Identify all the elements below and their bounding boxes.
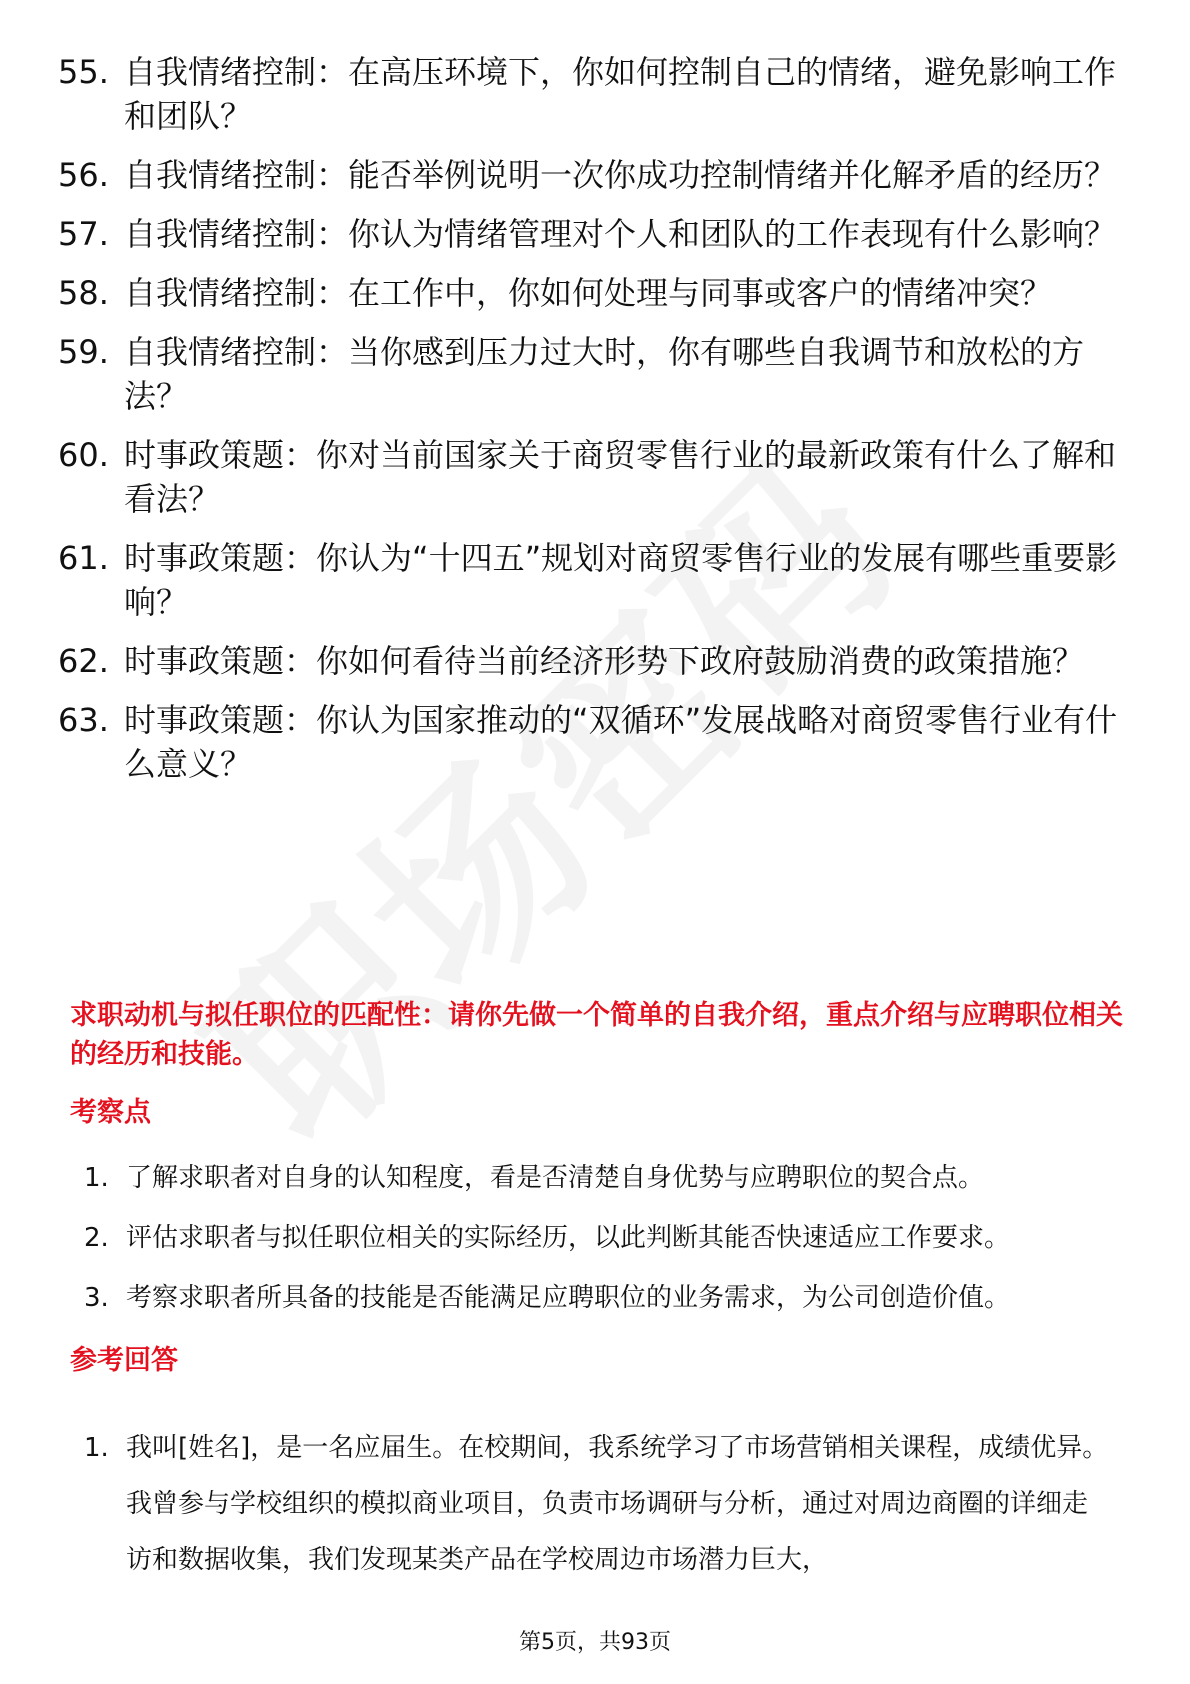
item-text: 自我情绪控制：能否举例说明一次你成功控制情绪并化解矛盾的经历？ bbox=[124, 156, 1117, 194]
list-item bbox=[58, 153, 1138, 197]
list-item bbox=[58, 50, 1138, 138]
item-number: 60. bbox=[58, 436, 109, 474]
list-item bbox=[84, 1160, 1144, 1196]
list-item bbox=[58, 639, 1138, 683]
list-item bbox=[84, 1420, 1112, 1588]
item-number: 1. bbox=[84, 1433, 109, 1463]
item-text: 自我情绪控制：你认为情绪管理对个人和团队的工作表现有什么影响？ bbox=[124, 215, 1117, 253]
item-text: 自我情绪控制：在工作中，你如何处理与同事或客户的情绪冲突？ bbox=[124, 274, 1053, 312]
list-item bbox=[58, 698, 1138, 786]
list-item bbox=[58, 536, 1138, 624]
page-footer: 第5页，共93页 bbox=[519, 1630, 671, 1655]
item-text: 时事政策题：你认为国家推动的“双循环”发展战略对商贸零售行业有什么意义？ bbox=[124, 701, 1118, 783]
item-number: 3. bbox=[84, 1283, 109, 1313]
item-text: 时事政策题：你对当前国家关于商贸零售行业的最新政策有什么了解和看法？ bbox=[124, 436, 1117, 518]
points-heading-label: 考察点 bbox=[70, 1097, 151, 1128]
item-number: 56. bbox=[58, 156, 109, 194]
item-text: 了解求职者对自身的认知程度，看是否清楚自身优势与应聘职位的契合点。 bbox=[126, 1163, 985, 1193]
item-text: 自我情绪控制：在高压环境下，你如何控制自己的情绪，避免影响工作和团队？ bbox=[124, 53, 1117, 135]
item-number: 55. bbox=[58, 53, 109, 91]
answer-list bbox=[84, 1420, 1112, 1588]
list-item bbox=[58, 271, 1138, 315]
item-text: 时事政策题：你认为“十四五”规划对商贸零售行业的发展有哪些重要影响？ bbox=[124, 539, 1118, 621]
question-list bbox=[58, 50, 1138, 801]
list-item bbox=[58, 433, 1138, 521]
item-text: 时事政策题：你如何看待当前经济形势下政府鼓励消费的政策措施？ bbox=[124, 642, 1085, 680]
section-title: 求职动机与拟任职位的匹配性：请你先做一个简单的自我介绍，重点介绍与应聘职位相关的经历和技能。 bbox=[70, 1000, 1123, 1070]
list-item bbox=[84, 1280, 1144, 1316]
item-text: 自我情绪控制：当你感到压力过大时，你有哪些自我调节和放松的方法？ bbox=[124, 333, 1085, 415]
item-number: 63. bbox=[58, 701, 109, 739]
item-text: 考察求职者所具备的技能是否能满足应聘职位的业务需求，为公司创造价值。 bbox=[126, 1283, 1011, 1313]
list-item bbox=[58, 212, 1138, 256]
points-list bbox=[84, 1160, 1144, 1340]
answer-heading: 参考回答 bbox=[70, 1345, 178, 1376]
list-item bbox=[58, 330, 1138, 418]
item-number: 62. bbox=[58, 642, 109, 680]
item-number: 59. bbox=[58, 333, 109, 371]
list-item bbox=[84, 1220, 1144, 1256]
item-text: 评估求职者与拟任职位相关的实际经历，以此判断其能否快速适应工作要求。 bbox=[126, 1223, 1011, 1253]
item-number: 2. bbox=[84, 1223, 109, 1253]
item-text: 我叫[姓名]，是一名应届生。在校期间，我系统学习了市场营销相关课程，成绩优异。我曾参与学校组织的模拟商业项目，负责市场调研与分析，通过对周边商圈的详细走访和数据收集，我们发现某类产品在学校周边市场潜力巨大， bbox=[126, 1433, 1109, 1575]
item-number: 1. bbox=[84, 1163, 109, 1193]
item-number: 58. bbox=[58, 274, 109, 312]
item-number: 61. bbox=[58, 539, 109, 577]
item-number: 57. bbox=[58, 215, 109, 253]
